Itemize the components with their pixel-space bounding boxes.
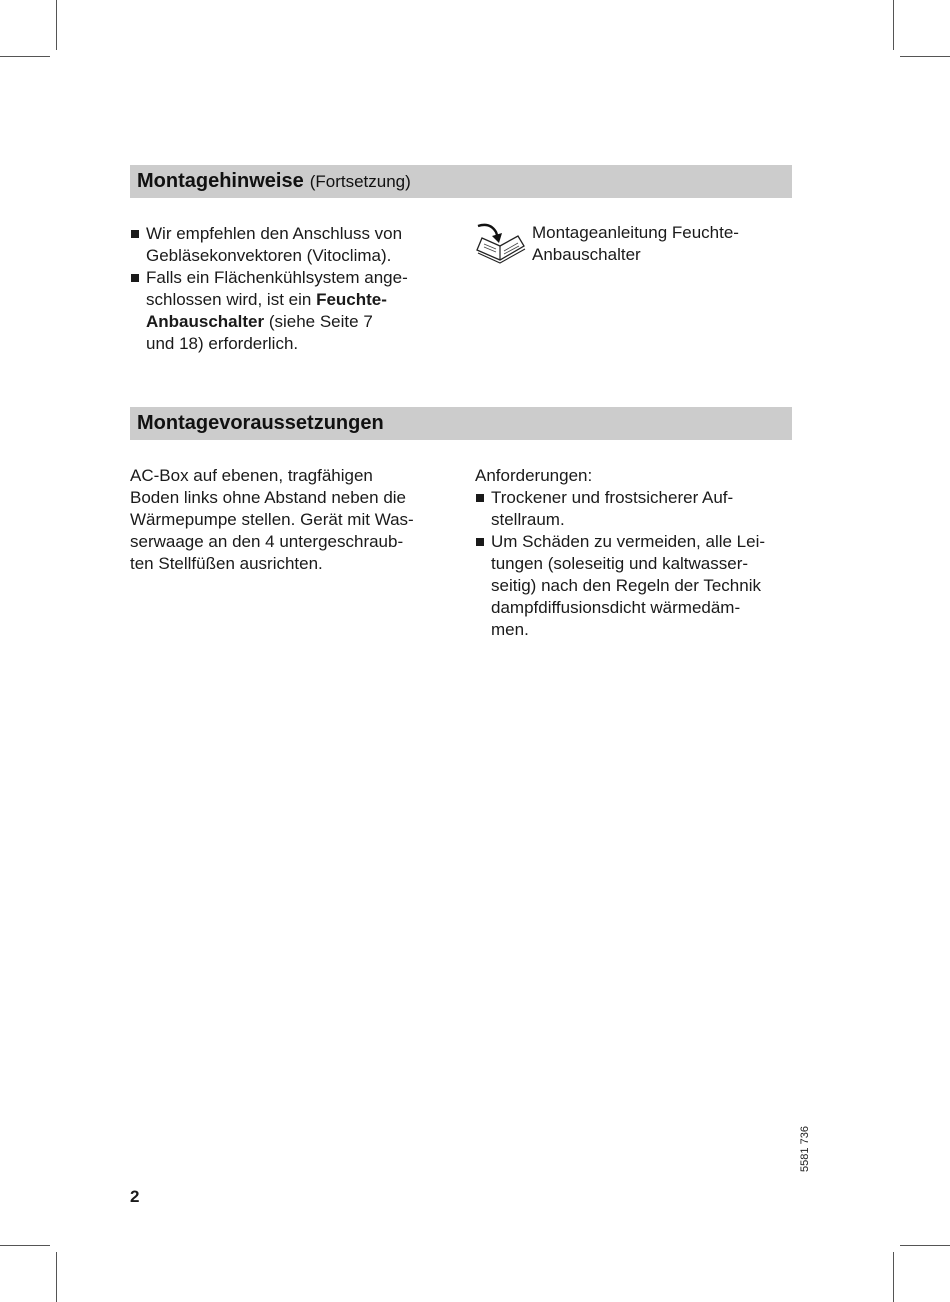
reference-note <box>474 222 794 272</box>
reference-text: Montageanleitung Feuchte- Anbauschalter <box>532 223 739 264</box>
paragraph: AC-Box auf ebenen, tragfähigen Boden links ohne Abstand neben die Wärmepumpe stellen. Gerät mit Was- serwaage an den 4 untergeschraub- ten Stellfüßen ausrichten. <box>130 466 414 573</box>
bullet-square-icon <box>476 538 484 546</box>
page-number: 2 <box>130 1187 140 1206</box>
section-title: Montagevoraussetzungen <box>137 412 384 434</box>
setup-instructions <box>130 465 450 575</box>
list-item: Um Schäden zu vermeiden, alle Lei- tungen (soleseitig und kaltwasser- seitig) nach den Regeln der Technik dampfdiffusionsdicht wärmedäm- men. <box>475 531 795 641</box>
requirements-column <box>475 465 795 641</box>
manual-book-icon <box>474 222 528 264</box>
list-item: Wir empfehlen den Anschluss von Gebläsekonvektoren (Vitoclima). <box>130 223 450 267</box>
crop-mark <box>0 1245 50 1246</box>
crop-mark <box>900 56 950 57</box>
crop-mark <box>56 1252 57 1302</box>
crop-mark <box>900 1245 950 1246</box>
list-item: Falls ein Flächenkühlsystem ange- schlossen wird, ist ein Feuchte- Anbauschalter (siehe Seite 7 und 18) erforderlich. <box>130 267 450 355</box>
section-header-montagehinweise <box>130 165 792 198</box>
bullet-square-icon <box>131 274 139 282</box>
crop-mark <box>893 1252 894 1302</box>
section-subtitle: (Fortsetzung) <box>309 171 411 191</box>
crop-mark <box>0 56 50 57</box>
crop-mark <box>56 0 57 50</box>
requirements-list <box>475 487 795 641</box>
list-item: Trockener und frostsicherer Auf- stellraum. <box>475 487 795 531</box>
crop-mark <box>893 0 894 50</box>
requirements-intro: Anforderungen: <box>475 466 593 485</box>
hints-list <box>130 223 450 355</box>
document-number: 5581 736 <box>799 1126 811 1172</box>
section-header-montagevoraussetzungen <box>130 407 792 440</box>
bullet-square-icon <box>476 494 484 502</box>
bullet-square-icon <box>131 230 139 238</box>
hints-column <box>130 223 450 355</box>
section-title: Montagehinweise <box>137 170 304 192</box>
